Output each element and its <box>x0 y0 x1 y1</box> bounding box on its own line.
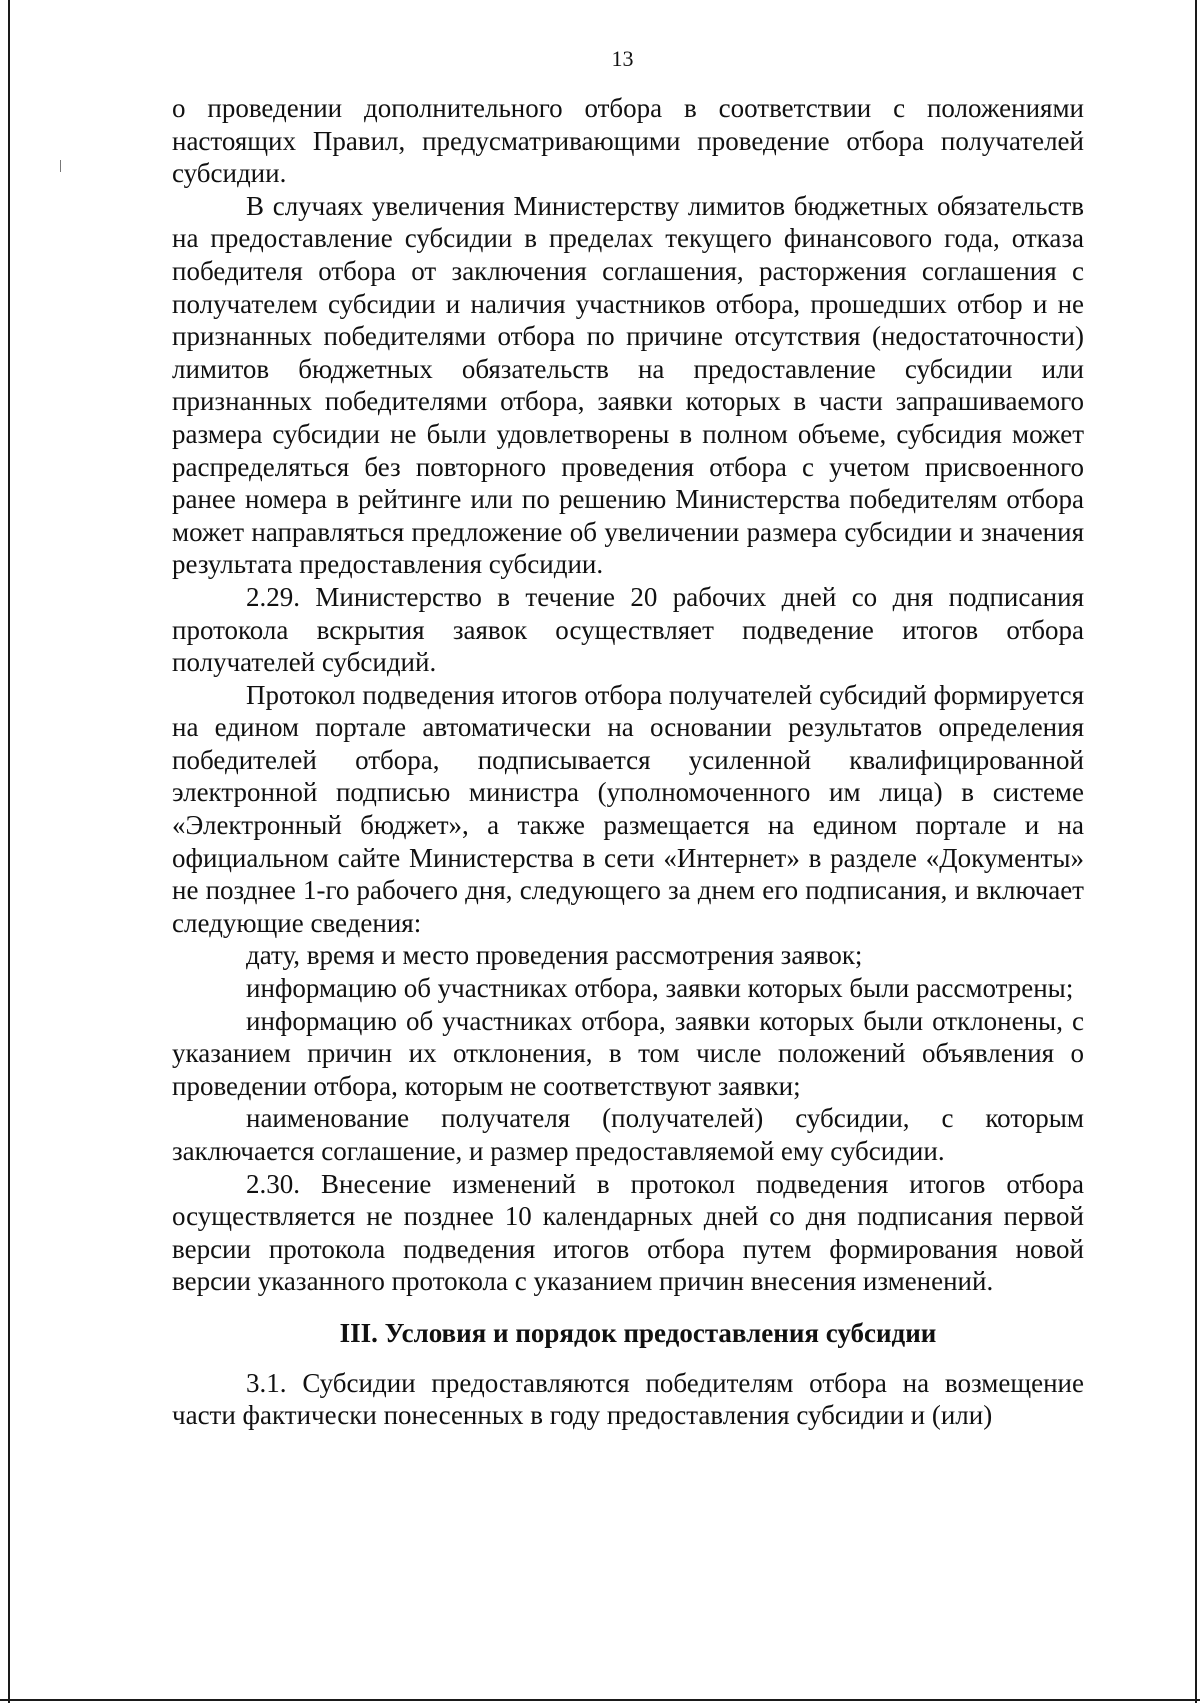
list-item: информацию об участниках отбора, заявки которых были отклонены, с указанием причин их отклонения, в том числе положений объявления о проведении отбора, которым не соответствуют заявки; <box>172 1005 1084 1101</box>
section-heading: III. Условия и порядок предоставления субсидии <box>339 1317 937 1348</box>
scan-edge-bottom <box>0 1699 1200 1701</box>
paragraph: Протокол подведения итогов отбора получателей субсидий формируется на едином портале автоматически на основании результатов определения победителей отбора, подписывается усиленной квалифицированной электронной подписью министра (уполномоченного им лица) в системе «Электронный бюджет», а также размещается на едином портале и на официальном сайте Министерства в сети «Интернет» в разделе «Документы» не позднее 1-го рабочего дня, следующего за днем его подписания, и включает следующие сведения: <box>172 679 1084 938</box>
document-body <box>172 92 1084 1432</box>
paragraph: 3.1. Субсидии предоставляются победителям отбора на возмещение части фактически понесенных в году предоставления субсидии и (или) <box>172 1367 1084 1431</box>
paragraph: В случаях увеличения Министерству лимитов бюджетных обязательств на предоставление субсидии в пределах текущего финансового года, отказа победителя отбора от заключения соглашения, расторжения соглашения с получателем субсидии и наличия участников отбора, прошедших отбор и не признанных победителями отбора по причине отсутствия (недостаточности) лимитов бюджетных обязательств на предоставление субсидии или признанных победителями отбора, заявки которых в части запрашиваемого размера субсидии не были удовлетворены в полном объеме, субсидия может распределяться без повторного проведения отбора с учетом присвоенного ранее номера в рейтинге или по решению Министерства победителям отбора может направляться предложение об увеличении размера субсидии и значения результата предоставления субсидии. <box>172 190 1084 580</box>
list-item: дату, время и место проведения рассмотрения заявок; <box>246 940 863 971</box>
paragraph: 2.29. Министерство в течение 20 рабочих дней со дня подписания протокола вскрытия заявок осуществляет подведение итогов отбора получателей субсидий. <box>172 581 1084 678</box>
scan-edge-left <box>8 0 10 1703</box>
list-item: информацию об участниках отбора, заявки которых были рассмотрены; <box>246 973 1074 1004</box>
paragraph: о проведении дополнительного отбора в соответствии с положениями настоящих Правил, предусматривающими проведение отбора получателей субсидии. <box>172 93 1084 189</box>
list-item: наименование получателя (получателей) субсидии, с которым заключается соглашение, и размер предоставляемой ему субсидии. <box>172 1103 1084 1166</box>
scan-edge-right <box>1195 0 1197 1703</box>
page-number: 13 <box>611 46 634 71</box>
paragraph: 2.30. Внесение изменений в протокол подведения итогов отбора осуществляется не позднее 10 календарных дней со дня подписания первой версии протокола подведения итогов отбора путем формирования новой версии указанного протокола с указанием причин внесения изменений. <box>172 1168 1084 1297</box>
scan-mark <box>60 160 61 172</box>
